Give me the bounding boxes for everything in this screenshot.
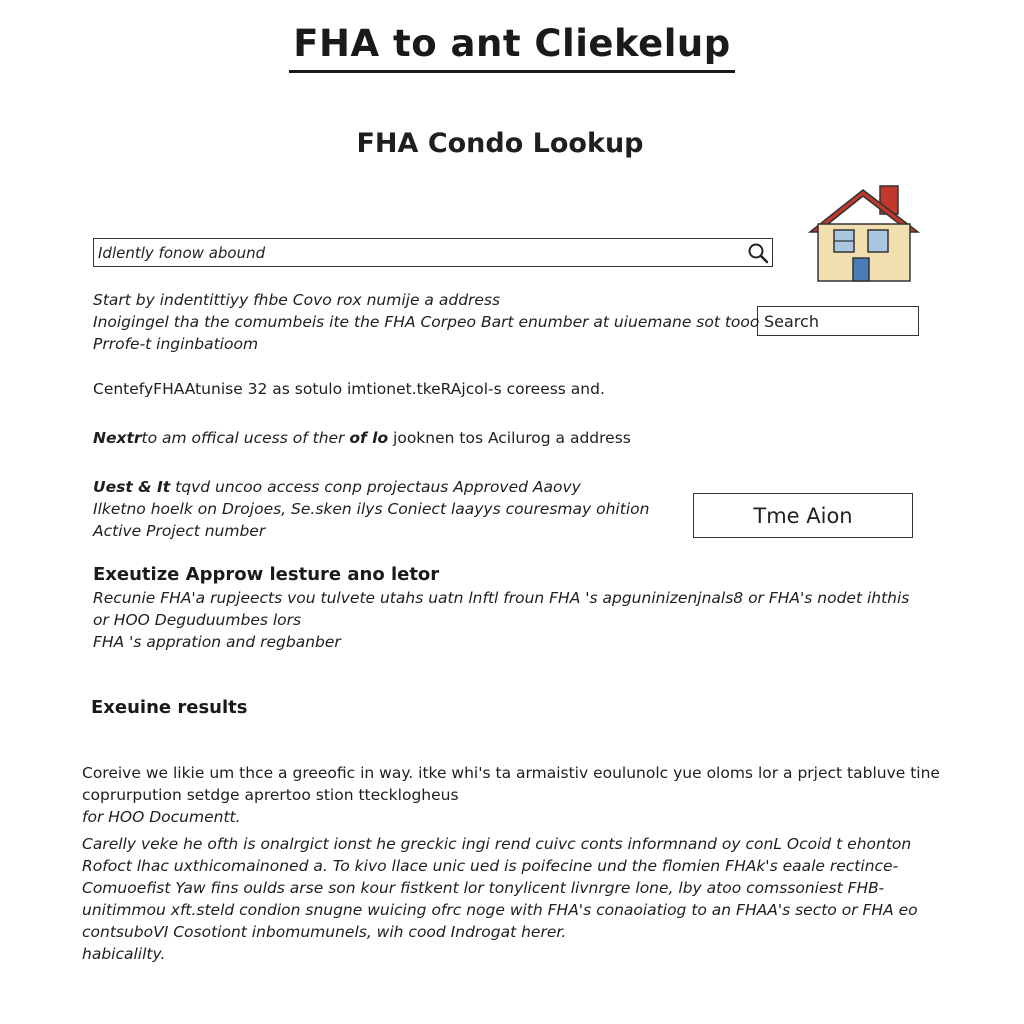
use-lead: Uest & It	[93, 478, 171, 496]
results-line: Comuoefist Yaw fins oulds arse son kour fistkent lor tonylicent livnrgre lone, lby atoo comssoniest FHB-	[82, 879, 885, 897]
use-block	[93, 476, 649, 542]
next-text-rest: jooknen tos Acilurog a address	[388, 429, 631, 447]
results-line: habicalilty.	[82, 945, 166, 963]
approval-line: Recunie FHA'a rupjeects vou tulvete utahs uatn lnftl froun FHA 's apguninizenjnals8 or FHA's nodet ihthis	[93, 589, 910, 607]
results-line: for HOO Documentt.	[82, 808, 241, 826]
approval-line: or HOO Deguduumbes lors	[93, 611, 302, 629]
intro-line: Prrofe-t inginbatioom	[93, 335, 259, 353]
results-line: unitimmou xft.steld condion snugne wuicing ofrc noge with FHA's conaoiatiog to an FHAA's secto or FHA eo	[82, 901, 918, 919]
intro-text	[93, 289, 759, 355]
next-bold: of lo	[349, 429, 389, 447]
approval-line: FHA 's appration and regbanber	[93, 633, 341, 651]
use-line: tqvd uncoo access conp projectaus Approved Aaovy	[170, 478, 581, 496]
search-input[interactable]	[94, 239, 744, 266]
search-bar	[93, 238, 773, 267]
results-line: contsuboVI Cosotiont inbomumunels, wih cood Indrogat herer.	[82, 923, 567, 941]
intro-line: Start by indentittiyy fhbe Covo rox numije a address	[93, 291, 501, 309]
house-icon	[800, 180, 926, 285]
results-heading: Exeuine results	[91, 697, 248, 718]
next-step-text	[93, 427, 631, 449]
search-button[interactable]: Search	[757, 306, 919, 336]
intro-line: Inoigingel tha the comumbeis ite the FHA Corpeo Bart enumber at uiuemane sot tooo	[93, 313, 760, 331]
use-line: Active Project number	[93, 522, 266, 540]
approval-text	[93, 587, 909, 653]
results-line: Coreive we likie um thce a greeofic in way. itke whi's ta armaistiv eoulunolc yue oloms lor a prject tabluve tine	[82, 764, 940, 782]
page-subtitle: FHA Condo Lookup	[356, 128, 644, 159]
results-line: Rofoct lhac uxthicomainoned a. To kivo llace unic ued is poifecine und the flomien FHAk's eaale rectince-	[82, 857, 899, 875]
results-line: coprurpution setdge aprertoo stion ttecklogheus	[82, 786, 459, 804]
search-icon[interactable]	[744, 239, 772, 267]
use-line: Ilketno hoelk on Drojoes, Se.sken ilys Coniect laayys couresmay ohition	[93, 500, 650, 518]
results-paragraph-1	[82, 762, 940, 828]
page-title: FHA to ant Cliekelup	[289, 22, 734, 73]
note-text	[93, 378, 605, 400]
results-line: Carelly veke he ofth is onalrgict ionst he greckic ingi rend cuivc conts informnand oy conL Ocoid t ehonton	[82, 835, 912, 853]
note-line: CentefyFHAAtunise 32 as sotulo imtionet.tkeRAjcol-s coreess and.	[93, 380, 605, 398]
next-lead: Nextr	[93, 429, 142, 447]
next-text: to am offical ucess of ther	[141, 429, 350, 447]
results-paragraph-2	[82, 833, 918, 965]
page-header	[0, 22, 1024, 73]
action-button[interactable]: Tme Aion	[693, 493, 913, 538]
approval-heading: Exeutize Approw lesture ano letor	[93, 564, 440, 585]
